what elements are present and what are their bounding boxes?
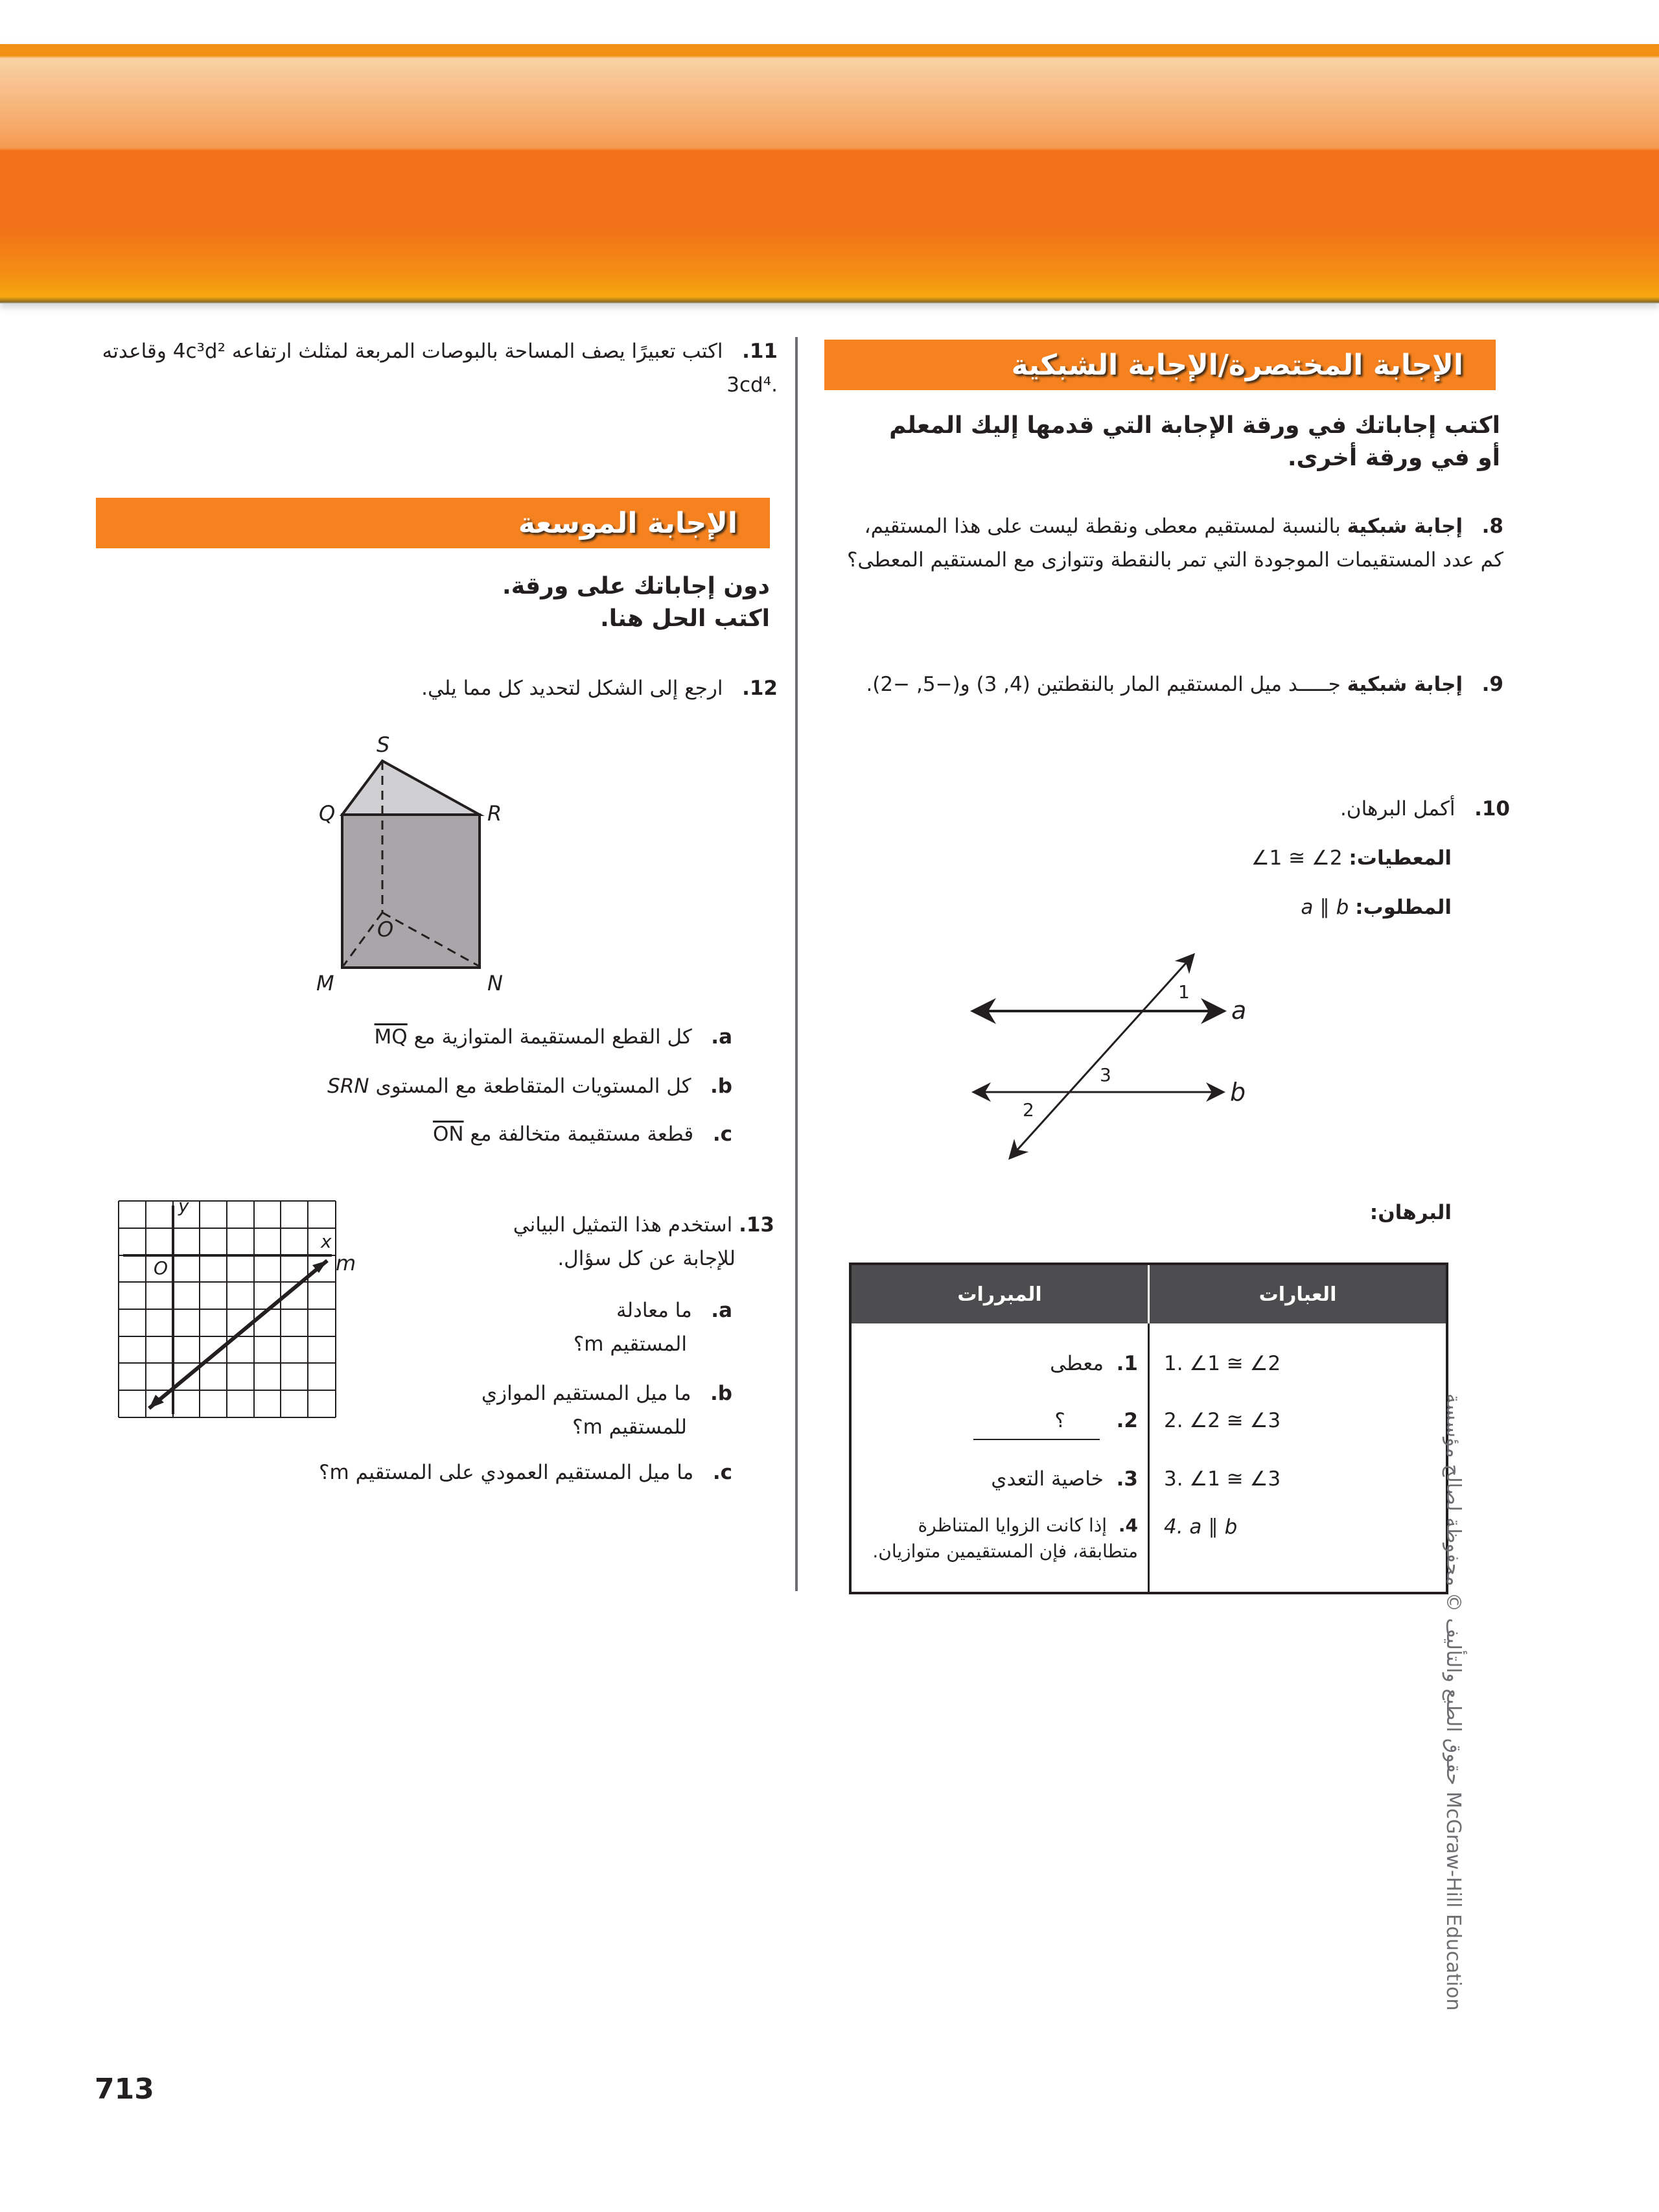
x-axis-label: x xyxy=(321,1231,332,1252)
question-number: 12. xyxy=(742,677,778,700)
part-text: كل القطع المستقيمة المتوازية مع xyxy=(413,1025,692,1049)
question-12b xyxy=(259,1069,732,1103)
reason-1 xyxy=(866,1349,1138,1378)
page-number: 713 xyxy=(95,2073,154,2106)
part-letter: b. xyxy=(710,1075,732,1098)
question-text: أكمل البرهان. xyxy=(1340,797,1456,821)
part-letter: c. xyxy=(712,1461,732,1484)
question-label: إجابة شبكية xyxy=(1347,515,1463,538)
plane-srn: SRN xyxy=(327,1075,369,1098)
question-text: جـــــد ميل المستقيم المار بالنقطتين (4, 3) و(−5, −2). xyxy=(866,673,1341,696)
line-b-label: b xyxy=(1230,1078,1246,1106)
part-text: كل المستويات المتقاطعة مع المستوى xyxy=(375,1075,691,1098)
reason-blank: ؟ xyxy=(1054,1409,1065,1432)
question-joiner: وقاعدته xyxy=(102,340,167,363)
part-letter: b. xyxy=(710,1382,732,1405)
segment-mq: $\overline{MQ}$ xyxy=(374,1025,408,1049)
reason-num: 4. xyxy=(1118,1515,1138,1536)
question-number: 8. xyxy=(1481,515,1503,538)
question-text: ارجع إلى الشكل لتحديد كل مما يلي. xyxy=(421,677,723,700)
angle-2-label: 2 xyxy=(1023,1099,1034,1121)
question-text: اكتب تعبيرًا يصف المساحة بالبوصات المربعة لمثلث ارتفاعه xyxy=(231,340,723,363)
base-expression: 3cd⁴. xyxy=(726,373,778,397)
question-11 xyxy=(97,334,778,402)
reason-4 xyxy=(866,1513,1138,1565)
y-axis-label: y xyxy=(178,1195,189,1217)
reason-2 xyxy=(866,1406,1138,1435)
question-12 xyxy=(259,671,778,705)
angle-1-label: 1 xyxy=(1178,981,1190,1003)
question-number: 9. xyxy=(1481,673,1503,696)
part-text: ما ميل المستقيم العمودي على المستقيم m؟ xyxy=(319,1461,694,1484)
part-letter: c. xyxy=(712,1123,732,1146)
reason-text: معطى xyxy=(1050,1352,1104,1375)
instructions-text: اكتب إجاباتك في ورقة الإجابة التي قدمها إليك المعلم أو في ورقة أخرى. xyxy=(889,412,1500,471)
part-text-line-2: المستقيم m؟ xyxy=(573,1333,687,1356)
copyright-credit xyxy=(1426,1393,1465,2042)
question-text: بالنسبة لمستقيم معطى ونقطة ليست على هذا المستقيم، كم عدد المستقيمات الموجودة التي تمر بالنقطة وتتوازى مع المستقيم المعطى؟ xyxy=(846,515,1503,572)
reason-text: خاصية التعدي xyxy=(991,1467,1104,1491)
vertex-o-label: O xyxy=(377,917,394,942)
instructions-left xyxy=(389,570,770,635)
reasons-column xyxy=(852,1323,1150,1592)
instructions-right xyxy=(862,410,1500,474)
question-12a xyxy=(272,1020,732,1054)
question-text-line-1: استخدم هذا التمثيل البياني xyxy=(513,1213,733,1237)
reason-3 xyxy=(866,1465,1138,1493)
question-number: 13. xyxy=(739,1213,774,1237)
line-m-label: m xyxy=(336,1251,356,1275)
line-a-label: a xyxy=(1231,996,1247,1025)
question-number: 10. xyxy=(1474,797,1510,821)
instructions-line-1: دون إجاباتك على ورقة. xyxy=(502,573,770,600)
part-text: قطعة مستقيمة متخالفة مع xyxy=(470,1123,694,1146)
part-letter: a. xyxy=(711,1025,732,1049)
reason-text: إذا كانت الزوايا المتناظرة متطابقة، فإن المستقيمين متوازيان. xyxy=(872,1515,1138,1562)
vertex-r-label: R xyxy=(487,801,502,826)
instructions-line-2: اكتب الحل هنا. xyxy=(600,605,770,632)
proof-table-header xyxy=(852,1265,1446,1323)
reason-num: 1. xyxy=(1116,1352,1138,1375)
statement-2: 2. ∠2 ≅ ∠3 xyxy=(1164,1409,1281,1432)
statements-column xyxy=(1150,1323,1446,1592)
proof-table xyxy=(849,1263,1448,1594)
question-8 xyxy=(839,509,1503,577)
reason-num: 3. xyxy=(1116,1467,1138,1491)
part-text-line-1: ما معادلة xyxy=(616,1299,692,1322)
vertex-s-label: S xyxy=(377,732,390,757)
section-title-short-answer xyxy=(824,340,1496,390)
statement-1: 1. ∠1 ≅ ∠2 xyxy=(1164,1352,1281,1375)
reason-num: 2. xyxy=(1116,1409,1138,1432)
copyright-text: حقوق الطبع والتأليف © محفوظة لصالح مؤسسة McGraw-Hill Education xyxy=(1442,1393,1465,2011)
parallel-lines-figure xyxy=(940,933,1328,1180)
question-12c xyxy=(324,1117,732,1151)
proof-label xyxy=(1296,1196,1452,1229)
column-divider xyxy=(795,337,798,1591)
statement-4: 4. a ∥ b xyxy=(1164,1515,1238,1539)
section-title-extended-response xyxy=(96,498,770,548)
question-number: 11. xyxy=(742,340,778,363)
question-9 xyxy=(862,668,1503,701)
given-statement xyxy=(1166,841,1452,875)
height-expression: 4c³d² xyxy=(172,340,226,363)
given-label: المعطيات: xyxy=(1349,846,1452,870)
given-value: ∠1 ≅ ∠2 xyxy=(1251,846,1343,870)
prove-statement xyxy=(1166,891,1452,924)
header-reasons: المبررات xyxy=(852,1265,1150,1323)
question-13b xyxy=(441,1377,732,1444)
triangular-prism-figure xyxy=(292,719,551,1005)
origin-label: O xyxy=(154,1257,168,1279)
section-title-text: الإجابة الموسعة xyxy=(518,506,737,540)
part-text-line-1: ما ميل المستقيم الموازي xyxy=(481,1382,691,1405)
coordinate-graph xyxy=(104,1186,363,1426)
vertex-q-label: Q xyxy=(319,801,336,826)
question-13a xyxy=(505,1294,732,1361)
vertex-m-label: M xyxy=(316,971,334,995)
statement-3: 3. ∠1 ≅ ∠3 xyxy=(1164,1467,1281,1491)
question-13 xyxy=(421,1208,774,1275)
section-title-text: الإجابة المختصرة/الإجابة الشبكية xyxy=(1011,348,1463,382)
proof-label-text: البرهان: xyxy=(1369,1201,1452,1224)
question-label: إجابة شبكية xyxy=(1347,673,1463,696)
question-text-line-2: للإجابة عن كل سؤال. xyxy=(557,1247,736,1270)
angle-3-label: 3 xyxy=(1100,1064,1111,1086)
header-statements: العبارات xyxy=(1259,1283,1337,1306)
question-13c xyxy=(259,1456,732,1489)
part-text-line-2: للمستقيم m؟ xyxy=(572,1415,687,1439)
vertex-n-label: N xyxy=(487,971,503,995)
part-letter: a. xyxy=(711,1299,732,1322)
prove-value: a ∥ b xyxy=(1301,896,1349,919)
answer-blank-line[interactable] xyxy=(973,1439,1100,1440)
prove-label: المطلوب: xyxy=(1355,896,1452,919)
header-banner xyxy=(0,44,1659,303)
question-10 xyxy=(1166,792,1510,826)
segment-on: $\overline{ON}$ xyxy=(432,1123,464,1146)
